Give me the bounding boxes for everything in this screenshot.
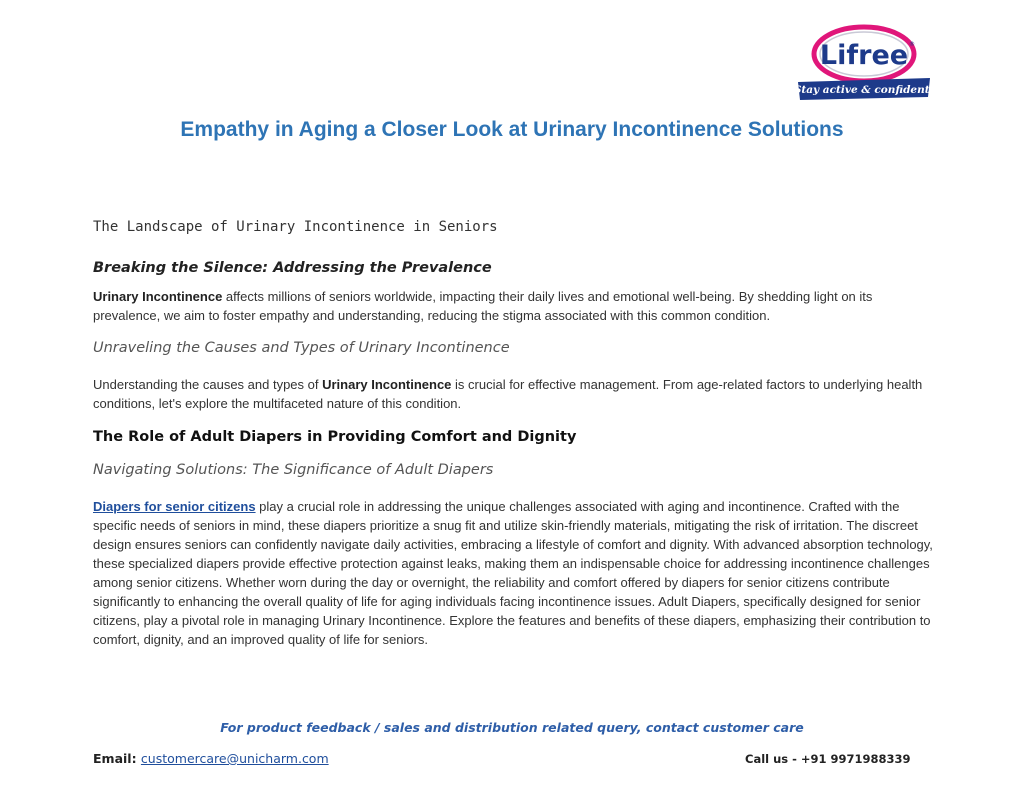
section2-bold-term: Urinary Incontinence xyxy=(322,377,452,392)
svg-text:®: ® xyxy=(909,41,915,48)
section3-subheading: Navigating Solutions: The Significance of Adult Diapers xyxy=(93,462,494,478)
section1-text: affects millions of seniors worldwide, impacting their daily lives and emotional well-being. By shedding light on its prevalence, we aim to foster empathy and understanding, reducing the stigma associated with this common condition. xyxy=(93,289,873,323)
diapers-senior-citizens-link[interactable]: Diapers for senior citizens xyxy=(93,499,256,514)
section2-text-rest: is crucial for effective management. From age-related factors to underlying health conditions, let's explore the multifaceted nature of this condition. xyxy=(93,377,923,411)
section3-paragraph xyxy=(93,497,933,649)
section2-subheading: Unraveling the Causes and Types of Urinary Incontinence xyxy=(93,340,510,356)
section1-heading: The Landscape of Urinary Incontinence in Seniors xyxy=(93,219,498,235)
logo-tagline: Stay active & confident! xyxy=(794,84,934,96)
section3-text: play a crucial role in addressing the unique challenges associated with aging and incontinence. Crafted with the specific needs of seniors in mind, these diapers prioritize a snug fit and utilize skin-friendly materials, mitigating the risk of irritation. The discreet design ensures seniors can confidently navigate daily activities, embracing a lifestyle of comfort and dignity. With advanced absorption technology, these specialized diapers provide effective protection against leaks, making them an indispensable choice for addressing incontinence challenges among senior citizens. Whether worn during the day or overnight, the reliability and comfort offered by diapers for senior citizens contribute significantly to enhancing the overall quality of life for aging individuals facing incontinence issues. Adult Diapers, specifically designed for senior citizens, play a pivotal role in managing Urinary Incontinence. Explore the features and benefits of these diapers, emphasizing their contribution to comfort, dignity, and an improved quality of life for seniors. xyxy=(93,499,933,647)
section1-subheading: Breaking the Silence: Addressing the Prevalence xyxy=(93,260,492,276)
section1-bold-term: Urinary Incontinence xyxy=(93,289,223,304)
email-link[interactable]: customercare@unicharm.com xyxy=(140,751,329,766)
section3-heading: The Role of Adult Diapers in Providing Comfort and Dignity xyxy=(93,429,577,445)
logo-wordmark: Lifree xyxy=(819,40,909,71)
section1-paragraph xyxy=(93,287,933,325)
footer-call: Call us - +91 9971988339 xyxy=(745,752,911,766)
email-label: Email: xyxy=(93,751,141,766)
footer-email xyxy=(93,751,329,766)
section2-text-start: Understanding the causes and types of xyxy=(93,377,323,392)
page-title: Empathy in Aging a Closer Look at Urinary Incontinence Solutions xyxy=(180,118,844,141)
footer-contact-line: For product feedback / sales and distribution related query, contact customer care xyxy=(220,720,804,735)
lifree-logo xyxy=(794,24,934,104)
section2-paragraph xyxy=(93,375,933,413)
